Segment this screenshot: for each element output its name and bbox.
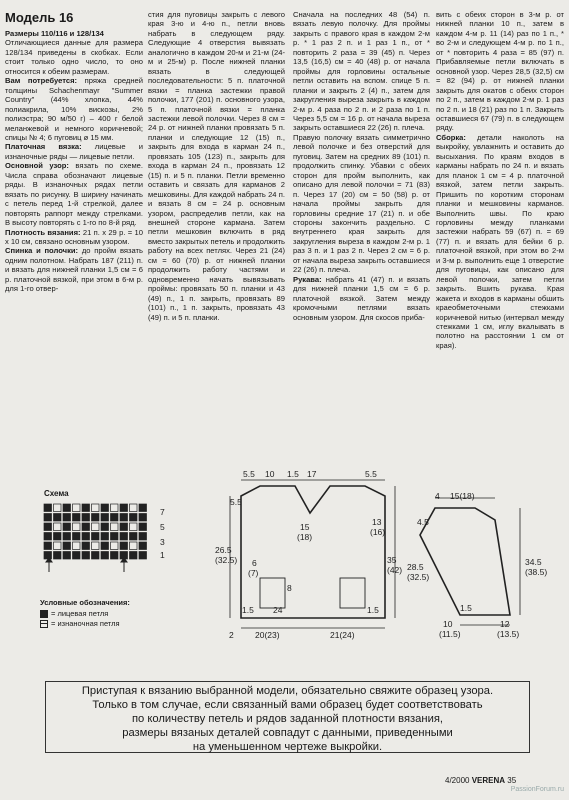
dim-sleeve-34-5: 34.5 bbox=[525, 557, 542, 567]
dim-right-13: 13 bbox=[372, 517, 382, 527]
chart-cell bbox=[54, 552, 62, 560]
chart-row-labels bbox=[160, 507, 165, 560]
text-column-4 bbox=[436, 10, 564, 350]
chart-cell bbox=[44, 533, 52, 541]
chart-cell bbox=[130, 523, 138, 531]
row-label-7: 7 bbox=[160, 507, 165, 517]
dim-sleeve-28-5: 28.5 bbox=[407, 562, 424, 572]
chart-cell bbox=[120, 514, 128, 522]
main-pattern-paragraph: Основной узор: вязать по схеме. Числа справа обозначают лицевые ряды. В изнаночных рядах петли вязать по рисунку. В ширину начинать с петель перед 1-й стрелкой, далее повторять раппорт между стрелками. В высоту повторять с 1-го по 8-й ряд. bbox=[5, 161, 144, 228]
dim-left-5-5: 5.5 bbox=[230, 497, 242, 507]
body-pattern-diagram bbox=[215, 468, 405, 643]
dim-top-5-5b: 5.5 bbox=[365, 469, 377, 479]
dim-neck-17: 17 bbox=[307, 469, 317, 479]
chart-cell bbox=[92, 542, 100, 550]
stitch-chart bbox=[40, 500, 190, 580]
chart-cell bbox=[111, 514, 119, 522]
chart-cell bbox=[101, 504, 109, 512]
materials-paragraph: Вам потребуется: пряжа средней толщины Schachenmayr "Summer Country" (44% хлопка, 44% полиакрила, 10% вискозы, 2% полиэстра; 90 м/50 г) – 400 г белой меланжевой и немного коричневой; спицы № 4; 6 пуговиц ø 15 мм. bbox=[5, 76, 143, 142]
chart-cell bbox=[44, 542, 52, 550]
dim-pocket-7: (7) bbox=[248, 568, 259, 578]
gauge-paragraph: Плотность вязания: 21 п. x 29 р. = 10 x 10 см, связано основным узором. bbox=[5, 227, 143, 246]
magazine-brand: VERENA bbox=[471, 776, 506, 785]
dim-sleeve-38-5: (38.5) bbox=[525, 567, 548, 577]
dim-inner-18: (18) bbox=[297, 532, 313, 542]
left-front-paragraph: Сначала на последних 48 (54) п. вязать левую полочку. Для проймы закрыть с правого края в каждом 2-м р. * 1 раз 2 п. и 1 раз 1 п., от * повторить 2 раза = 39 (45) п. Через 13,5 (16,5) см = 40 (48) р. от начала проймы для горловины остальные петли оставить на вспом. спице 5 п. планки и закрыть 2 (4) п., затем для закругления выреза закрыть в каждом 2-м р. 4 раза по 2 п. и 2 раза по 1 п. Через 5,5 см = 16 р. от начала выреза закрыть оставшиеся 22 (26) п. плеча. bbox=[293, 10, 430, 133]
chart-cell bbox=[111, 523, 119, 531]
dim-pocket-24: 24 bbox=[273, 605, 283, 615]
sleeve-dimension-lines bbox=[435, 498, 520, 625]
sleeves-paragraph: Рукава: набрать 41 (47) п. и вязать для нижней планки 1,5 см = 6 р. платочной вязкой. Затем между кромочными петлями вязать основным узором. Для скосов приба- bbox=[293, 274, 430, 322]
chart-cell bbox=[139, 533, 147, 541]
chart-cell bbox=[44, 514, 52, 522]
chart-cell bbox=[73, 523, 81, 531]
notice-line-1: Приступая к вязанию выбранной модели, обязательно свяжите образец узора. bbox=[81, 685, 494, 697]
gauge-notice-box bbox=[45, 681, 530, 753]
chart-cell bbox=[130, 533, 138, 541]
chart-cell bbox=[63, 533, 71, 541]
knit-stitch-icon bbox=[40, 610, 48, 618]
dim-top-1-5: 1.5 bbox=[287, 469, 299, 479]
chart-cell bbox=[139, 552, 147, 560]
chart-cell bbox=[111, 504, 119, 512]
dim-bottom-width: 20(23) bbox=[255, 630, 280, 640]
model-title: Модель 16 bbox=[5, 10, 74, 25]
chart-cell bbox=[54, 514, 62, 522]
chart-cell bbox=[92, 504, 100, 512]
dim-bottom-21: 21(24) bbox=[330, 630, 355, 640]
chart-cell bbox=[139, 514, 147, 522]
chart-cell bbox=[54, 523, 62, 531]
chart-cell bbox=[139, 504, 147, 512]
dim-sleeve-32-5: (32.5) bbox=[407, 572, 430, 582]
notice-line-4: размеры вязаных деталей совпадут с данными, приведенными bbox=[122, 727, 453, 739]
garter-stitch-paragraph: Платочная вязка: лицевые и изнаночные ряды — лицевые петли. bbox=[5, 142, 143, 161]
dim-top-10: 10 bbox=[265, 469, 275, 479]
assembly-paragraph: Сборка: детали наколоть на выкройку, увлажнить и оставить до высыхания. По краям входов в карманы набрать по 24 п. и вязать для планок 1 см = 4 р. платочной вязкой, затем петли закрыть. Пришить по коротким сторонам планки и мешковины карманов. Выполнить швы. По краю горловины между планками застежки набрать 59 (67) п. = 69 (77) п. и вязать для бейки 6 р. платочной вязкой, при этом во 2-м и 3-м р. выполнить еще 1 отверстие для пуговицы, как описано для левой полочки, затем петли закрыть. Вшить рукава. Края жакета и входов в карманы обшить краеобметочными стежками коричневой нитью (интервал между стежками 1 см, иглу вкалывать в полотно на расстоянии 1 см от края). bbox=[436, 132, 564, 350]
chart-cell bbox=[63, 552, 71, 560]
page-number: 35 bbox=[507, 776, 517, 785]
legend-title: Условные обозначения: bbox=[40, 598, 130, 607]
chart-cell bbox=[101, 523, 109, 531]
body-continued-paragraph: стия для пуговицы закрыть с левого края 3-ю и 4-ю п., петли вновь набрать в следующем ряду. Следующие 4 отверстия вывязать аналогично в каждом 20-м и 21-м (24-м и 25-м) р. После нижней планки вязать в следующей последовательности: 5 п. платочной вязки = планка застежки правой полочки, 177 (201) п. основного узора, 5 п. платочной вязки = планка застежки левой полочки. Через 8 см = 24 р. от нижней планки провязать 5 п. планки и следующие 12 (15) п., закрыть для входа в карман 24 п., провязать 105 (123) п., закрыть для входа в карман 24 п., провязать 12 (15) п. и 5 п. планки. Петли временно оставить и связать для карманов 2 мешковины. Для каждой набрать 24 п. и вязать 8 см = 24 р. основным узором, распределив петли, как на внешней стороне кармана. Затем петли мешковин включить в ряд вместо закрытых петель и продолжить работу на всех петлях. Через 21 (24) см = 60 (70) р. от нижней планки продолжить работу частями и одновременно начать вывязывать проймы: провязать 50 п. планки и 43 (49) п., 1 п. закрыть, провязать 89 (101) п., 1 п. закрыть, провязать 43 (49) п. и 5 п. планки. bbox=[148, 10, 285, 322]
sleeve-continued-paragraph: вить с обеих сторон в 3-м р. от нижней планки 10 п., затем в каждом 4-м р. 11 (14) раз по 1 п., * во 2-м и следующем 4-м р. по 1 п., от * повторить 4 раза = 85 (97) п. Прибавляемые петли включать в основной узор. Через 28,5 (32,5) см = 82 (94) р. от нижней планки закрыть для окатов с обеих сторон по 2 п., затем в каждом 2-м р. 1 раз по 2 п. и 18 (21) раз по 1 п. Закрыть оставшиеся 67 (79) п. в следующем ряду. bbox=[436, 10, 564, 133]
chart-cell bbox=[111, 533, 119, 541]
dim-pocket-6: 6 bbox=[252, 558, 257, 568]
chart-cell bbox=[54, 542, 62, 550]
chart-cell bbox=[63, 504, 71, 512]
body-paragraph: Спинка и полочки: до пройм вязать одним полотном. Набрать 187 (211) п. и вязать для нижней планки 1,5 см = 6 р. платочной вязкой, при этом в 6-м р. для 1-го отвер- bbox=[5, 246, 143, 294]
text-column-3 bbox=[293, 10, 430, 322]
dim-sleeve-13-5: (13.5) bbox=[497, 629, 520, 639]
chart-cell bbox=[120, 523, 128, 531]
chart-cell bbox=[130, 514, 138, 522]
chart-cell bbox=[63, 542, 71, 550]
chart-cell bbox=[92, 514, 100, 522]
chart-cell bbox=[92, 533, 100, 541]
dim-sleeve-11-5: (11.5) bbox=[439, 629, 461, 639]
dim-sleeve-4-5: 4.5 bbox=[417, 517, 429, 527]
chart-cell bbox=[44, 523, 52, 531]
dim-side-1-5b: 1.5 bbox=[367, 605, 379, 615]
dim-left-32-5: (32.5) bbox=[215, 555, 238, 565]
chart-cell bbox=[101, 514, 109, 522]
dim-sleeve-10: 10 bbox=[443, 619, 453, 629]
dim-right-16: (16) bbox=[370, 527, 386, 537]
schema-title: Схема bbox=[44, 489, 69, 498]
row-label-1: 1 bbox=[160, 550, 165, 560]
chart-cell bbox=[73, 552, 81, 560]
notice-line-5: на уменьшенном чертеже выкройки. bbox=[192, 741, 383, 753]
body-outline bbox=[241, 486, 385, 618]
dim-side-1-5a: 1.5 bbox=[242, 605, 254, 615]
chart-cell bbox=[54, 533, 62, 541]
dim-top-5-5: 5.5 bbox=[243, 469, 255, 479]
chart-cell bbox=[73, 533, 81, 541]
dim-inner-15: 15 bbox=[300, 522, 310, 532]
chart-grid bbox=[44, 504, 147, 559]
chart-cell bbox=[82, 523, 90, 531]
chart-cell bbox=[111, 552, 119, 560]
chart-cell bbox=[139, 523, 147, 531]
text-column-1 bbox=[5, 10, 143, 294]
dim-sleeve-12: 12 bbox=[500, 619, 510, 629]
row-label-3: 3 bbox=[160, 537, 165, 547]
chart-cell bbox=[130, 542, 138, 550]
dim-bottom-2: 2 bbox=[229, 630, 234, 640]
legend-purl: = изнаночная петля bbox=[40, 619, 130, 629]
chart-cell bbox=[63, 514, 71, 522]
pocket-outlines bbox=[260, 578, 365, 608]
purl-stitch-icon bbox=[40, 620, 48, 628]
chart-cell bbox=[130, 504, 138, 512]
watermark: PassionForum.ru bbox=[510, 786, 564, 793]
dim-pocket-8: 8 bbox=[287, 583, 292, 593]
chart-cell bbox=[82, 533, 90, 541]
chart-cell bbox=[73, 514, 81, 522]
legend-knit: = лицевая петля bbox=[40, 609, 130, 619]
sleeve-pattern-diagram bbox=[405, 490, 565, 640]
chart-cell bbox=[44, 504, 52, 512]
notice-line-3: по количеству петель и рядов заданной плотности вязания, bbox=[131, 713, 443, 725]
chart-cell bbox=[82, 504, 90, 512]
right-front-back-paragraph: Правую полочку вязать симметрично левой полочке и без отверстий для пуговиц. Затем на средних 89 (101) п. продолжить спинку. Убавки с обеих сторон для пройм выполнить, как описано для левой полочки = 71 (83) п. Через 17 (20) см = 50 (58) р. от начала проймы закрыть для горловины средние 17 (21) п. и обе стороны закончить раздельно. С внутреннего края закрыть для закругления выреза в каждом 2-м р. 1 раз 3 п. и 1 раз 2 п. Через 2 см = 6 р. от начала выреза закрыть оставшиеся 22 (26) п. плеча. bbox=[293, 132, 430, 275]
dim-right-35: 35 bbox=[387, 555, 397, 565]
chart-cell bbox=[54, 504, 62, 512]
notice-line-2: Только в том случае, если связанный вами образец будет соответствовать bbox=[92, 699, 483, 711]
dim-sleeve-4: 4 bbox=[435, 491, 440, 501]
chart-cell bbox=[82, 552, 90, 560]
chart-cell bbox=[63, 523, 71, 531]
chart-cell bbox=[92, 552, 100, 560]
legend bbox=[40, 598, 130, 629]
page-footer bbox=[445, 776, 516, 785]
chart-cell bbox=[120, 542, 128, 550]
chart-cell bbox=[120, 504, 128, 512]
chart-arrows bbox=[46, 558, 127, 572]
chart-cell bbox=[44, 552, 52, 560]
dim-sleeve-15: 15(18) bbox=[450, 491, 475, 501]
chart-cell bbox=[73, 542, 81, 550]
row-label-5: 5 bbox=[160, 522, 165, 532]
issue-number: 4/2000 bbox=[445, 776, 470, 785]
chart-cell bbox=[82, 514, 90, 522]
chart-cell bbox=[101, 533, 109, 541]
dim-left-26-5: 26.5 bbox=[215, 545, 232, 555]
chart-cell bbox=[120, 533, 128, 541]
chart-cell bbox=[111, 542, 119, 550]
sleeve-outline bbox=[420, 508, 510, 615]
text-column-2 bbox=[148, 10, 285, 322]
sizes-note: Отличающиеся данные для размера 128/134 приведены в скобках. Если стоит только одно число, то оно относится к обеим размерам. bbox=[5, 38, 143, 76]
sizes-heading: Размеры 110/116 и 128/134 bbox=[5, 29, 104, 38]
chart-cell bbox=[73, 504, 81, 512]
chart-cell bbox=[101, 542, 109, 550]
chart-cell bbox=[130, 552, 138, 560]
chart-cell bbox=[82, 542, 90, 550]
dim-sleeve-bottom-1-5: 1.5 bbox=[460, 603, 472, 613]
chart-cell bbox=[92, 523, 100, 531]
chart-cell bbox=[139, 542, 147, 550]
chart-cell bbox=[101, 552, 109, 560]
dim-right-42: (42) bbox=[387, 565, 403, 575]
